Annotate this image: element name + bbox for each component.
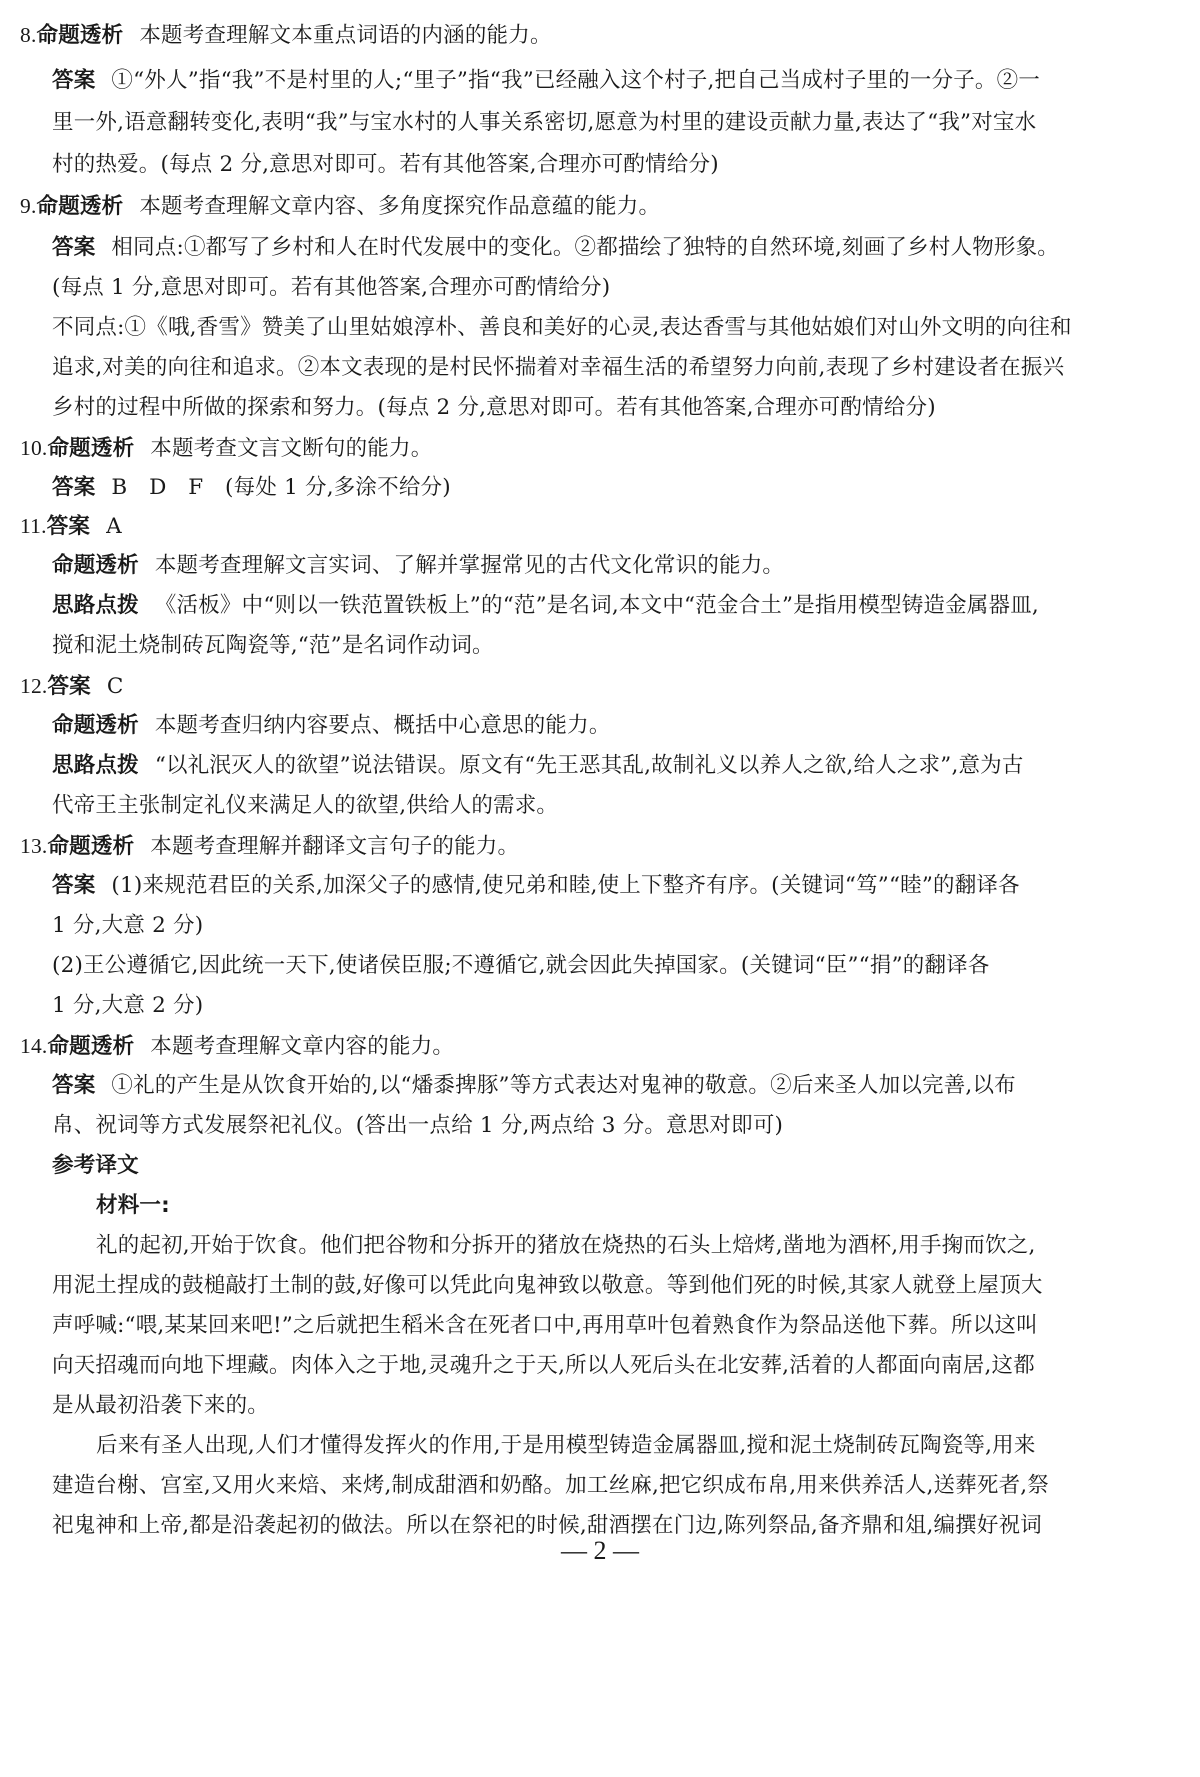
- q13-number: 13.: [20, 834, 48, 858]
- q12-answer-text: C: [106, 674, 124, 699]
- q13-analysis-text: 本题考查理解并翻译文言句子的能力。: [150, 834, 520, 859]
- q12-number: 12.: [20, 674, 48, 698]
- q12-hint-label: 思路点拨: [52, 753, 139, 778]
- q9-number: 9.: [20, 194, 37, 218]
- q9-answer-line-4: 追求,对美的向往和追求。②本文表现的是村民怀揣着对幸福生活的希望努力向前,表现了乡村建设者在振兴: [52, 355, 1065, 380]
- q10-answer-line: [52, 473, 451, 503]
- q12-analysis-label: 命题透析: [52, 713, 139, 738]
- q8-analysis-text: 本题考查理解文本重点词语的内涵的能力。: [139, 23, 552, 48]
- q12-hint-line-2: 代帝王主张制定礼仪来满足人的欲望,供给人的需求。: [52, 793, 559, 818]
- q8-analysis-label: 命题透析: [36, 23, 124, 48]
- q11-answer-label: 答案: [46, 514, 91, 539]
- q13-analysis-label: 命题透析: [47, 834, 135, 859]
- translation-p2-line-1: 后来有圣人出现,人们才懂得发挥火的作用,于是用模型铸造金属器皿,搅和泥土烧制砖瓦陶瓷等,用来: [96, 1433, 1036, 1458]
- q9-analysis-text: 本题考查理解文章内容、多角度探究作品意蕴的能力。: [139, 194, 661, 219]
- q12-hint-line-1: [52, 751, 1024, 781]
- translation-p1-line-1: 礼的起初,开始于饮食。他们把谷物和分拆开的猪放在烧热的石头上焙烤,凿地为酒杯,用手掬而饮之,: [96, 1233, 1036, 1258]
- q13-answer-line-4: 1 分,大意 2 分): [52, 993, 204, 1018]
- q13-analysis-line: [20, 831, 519, 862]
- q14-answer-line-1: [52, 1071, 1016, 1101]
- q12-answer-label: 答案: [47, 674, 91, 699]
- q8-answer-line-3: 村的热爱。(每点 2 分,意思对即可。若有其他答案,合理亦可酌情给分): [52, 152, 719, 177]
- q9-analysis-label: 命题透析: [36, 194, 124, 219]
- q9-answer-line-3: 不同点:①《哦,香雪》赞美了山里姑娘淳朴、善良和美好的心灵,表达香雪与其他姑娘们对山外文明的向往和: [52, 315, 1072, 340]
- q12-analysis-line: [52, 711, 611, 741]
- q14-analysis-label: 命题透析: [47, 1034, 135, 1059]
- q9-answer-line-2: (每点 1 分,意思对即可。若有其他答案,合理亦可酌情给分): [52, 275, 611, 300]
- q11-answer-line: [20, 511, 122, 542]
- q14-answer-label: 答案: [52, 1073, 96, 1098]
- q8-answer-line-2: 里一外,语意翻转变化,表明“我”与宝水村的人事关系密切,愿意为村里的建设贡献力量,表达了“我”对宝水: [52, 110, 1037, 135]
- q9-answer-line-5: 乡村的过程中所做的探索和努力。(每点 2 分,意思对即可。若有其他答案,合理亦可酌情给分): [52, 395, 936, 420]
- q10-answer-text: B D F (每处 1 分,多涂不给分): [111, 475, 451, 500]
- q11-analysis-label: 命题透析: [52, 553, 139, 578]
- translation-heading: 参考译文: [52, 1153, 139, 1178]
- translation-p1-line-4: 向天招魂而向地下埋藏。肉体入之于地,灵魂升之于天,所以人死后头在北安葬,活着的人都面向南居,这都: [52, 1353, 1035, 1378]
- translation-p2-line-3: 祀鬼神和上帝,都是沿袭起初的做法。所以在祭祀的时候,甜酒摆在门边,陈列祭品,备齐鼎和俎,编撰好祝词: [52, 1513, 1042, 1538]
- q12-analysis-text: 本题考查归纳内容要点、概括中心意思的能力。: [154, 713, 611, 738]
- q13-answer-line-3: (2)王公遵循它,因此统一天下,使诸侯臣服;不遵循它,就会因此失掉国家。(关键词“臣”“捐”的翻译各: [52, 953, 990, 978]
- q11-analysis-text: 本题考查理解文言实词、了解并掌握常见的古代文化常识的能力。: [154, 553, 785, 578]
- q14-answer-text-1: ①礼的产生是从饮食开始的,以“燔黍捭豚”等方式表达对鬼神的敬意。②后来圣人加以完善,以布: [111, 1073, 1016, 1098]
- q8-answer-text-1: ①“外人”指“我”不是村里的人;“里子”指“我”已经融入这个村子,把自己当成村子里的一分子。②一: [111, 68, 1041, 93]
- q13-answer-label: 答案: [52, 873, 96, 898]
- q11-number: 11.: [20, 514, 47, 538]
- q12-answer-line: [20, 671, 124, 702]
- q14-answer-line-2: 帛、祝词等方式发展祭祀礼仪。(答出一点给 1 分,两点给 3 分。意思对即可): [52, 1113, 784, 1138]
- material-one-label: 材料一:: [96, 1193, 170, 1218]
- translation-p1-line-5: 是从最初沿袭下来的。: [52, 1393, 270, 1418]
- q9-analysis-line: [20, 191, 660, 222]
- q8-answer-label: 答案: [52, 68, 96, 93]
- q11-hint-line-2: 搅和泥土烧制砖瓦陶瓷等,“范”是名词作动词。: [52, 633, 494, 658]
- q9-answer-line-1: [52, 233, 1059, 263]
- translation-p1-line-3: 声呼喊:“喂,某某回来吧!”之后就把生稻米含在死者口中,再用草叶包着熟食作为祭品送他下葬。所以这叫: [52, 1313, 1038, 1338]
- translation-p2-line-2: 建造台榭、宫室,又用火来焙、来烤,制成甜酒和奶酪。加工丝麻,把它织成布帛,用来供养活人,送葬死者,祭: [52, 1473, 1050, 1498]
- q9-answer-label: 答案: [52, 235, 96, 260]
- q10-analysis-line: [20, 433, 432, 464]
- q11-answer-text: A: [106, 514, 122, 539]
- q11-analysis-line: [52, 551, 784, 581]
- q13-answer-line-2: 1 分,大意 2 分): [52, 913, 204, 938]
- q13-answer-text-1: (1)来规范君臣的关系,加深父子的感情,使兄弟和睦,使上下整齐有序。(关键词“笃”“睦”的翻译各: [111, 873, 1020, 898]
- q9-answer-text-1: 相同点:①都写了乡村和人在时代发展中的变化。②都描绘了独特的自然环境,刻画了乡村人物形象。: [111, 235, 1059, 260]
- q8-number: 8.: [20, 23, 37, 47]
- q12-hint-text-1: “以礼泯灭人的欲望”说法错误。原文有“先王恶其乱,故制礼义以养人之欲,给人之求”,意为古: [154, 753, 1024, 778]
- q14-analysis-line: [20, 1031, 454, 1062]
- q10-number: 10.: [20, 436, 48, 460]
- q13-answer-line-1: [52, 871, 1020, 901]
- translation-p1-line-2: 用泥土捏成的鼓槌敲打土制的鼓,好像可以凭此向鬼神致以敬意。等到他们死的时候,其家人就登上屋顶大: [52, 1273, 1043, 1298]
- q11-hint-label: 思路点拨: [52, 593, 139, 618]
- q8-analysis-line: [20, 20, 552, 51]
- q14-number: 14.: [20, 1034, 48, 1058]
- q11-hint-text-1: 《活板》中“则以一铁范置铁板上”的“范”是名词,本文中“范金合土”是指用模型铸造金属器皿,: [154, 593, 1039, 618]
- q11-hint-line-1: [52, 591, 1039, 621]
- q8-answer-line-1: [52, 66, 1040, 96]
- q14-analysis-text: 本题考查理解文章内容的能力。: [150, 1034, 455, 1059]
- q10-analysis-text: 本题考查文言文断句的能力。: [150, 436, 433, 461]
- q10-analysis-label: 命题透析: [47, 436, 135, 461]
- page-number: — 2 —: [561, 1536, 639, 1565]
- q10-answer-label: 答案: [52, 475, 96, 500]
